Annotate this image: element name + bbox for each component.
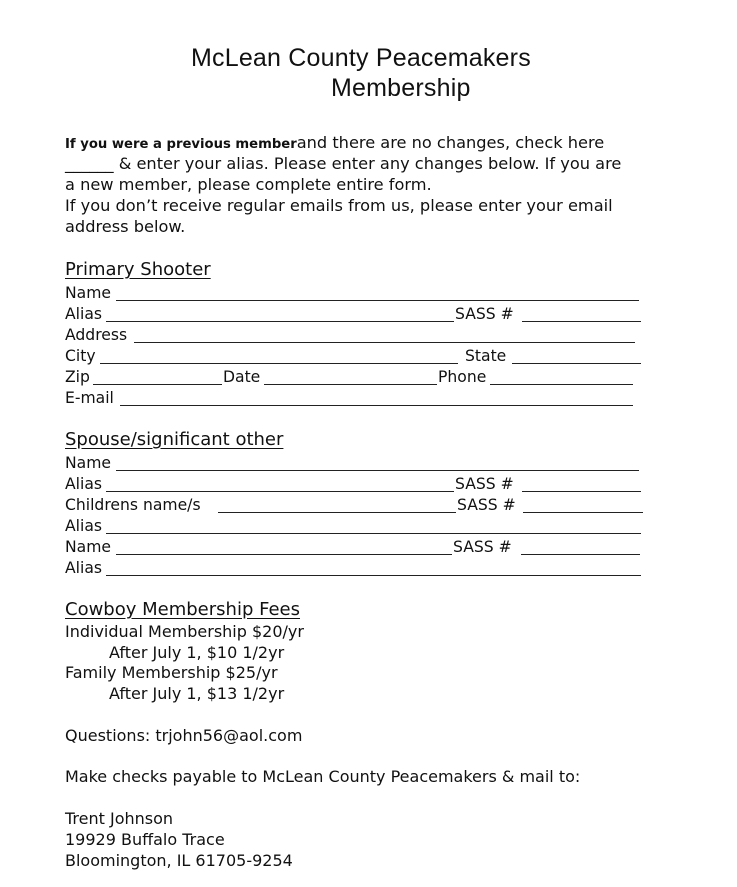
intro-line-1	[65, 133, 604, 156]
child-sass-field[interactable]	[521, 554, 640, 555]
primary-shooter-heading: Primary Shooter	[65, 259, 211, 280]
primary-state-field[interactable]	[512, 363, 641, 364]
spouse-heading: Spouse/significant other	[65, 429, 284, 450]
children-name-field[interactable]	[218, 512, 456, 513]
mail-street: 19929 Buffalo Trace	[65, 830, 225, 849]
primary-alias-field[interactable]	[106, 321, 454, 322]
child-name-label: Name	[65, 538, 112, 556]
primary-sass-label: SASS #	[455, 305, 514, 323]
spouse-sass-label: SASS #	[455, 475, 514, 493]
intro-line-1-rest: and there are no changes, check here	[296, 133, 605, 152]
child-alias-label: Alias	[65, 517, 103, 535]
child-sass-label: SASS #	[453, 538, 512, 556]
spouse-alias-label: Alias	[65, 475, 103, 493]
mail-city: Bloomington, IL 61705-9254	[65, 851, 293, 870]
primary-date-label: Date	[223, 368, 261, 386]
primary-phone-label: Phone	[438, 368, 487, 386]
spouse-name-field[interactable]	[116, 470, 639, 471]
primary-date-field[interactable]	[264, 384, 437, 385]
primary-zip-label: Zip	[65, 368, 90, 386]
intro-line-4: If you don’t receive regular emails from us, please enter your email	[65, 196, 613, 215]
primary-name-label: Name	[65, 284, 112, 302]
children-label: Childrens name/s	[65, 496, 201, 514]
fee-individual: Individual Membership $20/yr	[65, 622, 304, 641]
intro-line-3: a new member, please complete entire form.	[65, 175, 432, 194]
spouse-name-label: Name	[65, 454, 112, 472]
primary-alias-label: Alias	[65, 305, 103, 323]
primary-city-label: City	[65, 347, 96, 365]
checks-instruction: Make checks payable to McLean County Peacemakers & mail to:	[65, 767, 581, 786]
form-subtitle: Membership	[331, 74, 471, 102]
intro-line-2: ______ & enter your alias. Please enter any changes below. If you are	[65, 154, 622, 173]
primary-city-field[interactable]	[100, 363, 458, 364]
fee-family: Family Membership $25/yr	[65, 663, 278, 682]
fees-heading: Cowboy Membership Fees	[65, 599, 300, 620]
fee-individual-half: After July 1, $10 1/2yr	[109, 643, 285, 662]
questions-contact: Questions: trjohn56@aol.com	[65, 726, 303, 745]
primary-zip-field[interactable]	[93, 384, 222, 385]
child-alias-field[interactable]	[106, 533, 641, 534]
intro-line-5: address below.	[65, 217, 186, 236]
primary-email-label: E-mail	[65, 389, 114, 407]
primary-name-field[interactable]	[116, 300, 639, 301]
spouse-sass-field[interactable]	[522, 491, 641, 492]
spouse-alias-field[interactable]	[106, 491, 454, 492]
primary-state-label: State	[465, 347, 507, 365]
fee-family-half: After July 1, $13 1/2yr	[109, 684, 285, 703]
primary-phone-field[interactable]	[490, 384, 633, 385]
form-title: McLean County Peacemakers	[191, 44, 531, 72]
primary-address-field[interactable]	[134, 342, 635, 343]
mail-name: Trent Johnson	[65, 809, 174, 828]
children-sass-label: SASS #	[457, 496, 516, 514]
child-name-field[interactable]	[116, 554, 452, 555]
child2-alias-label: Alias	[65, 559, 103, 577]
primary-sass-field[interactable]	[522, 321, 641, 322]
children-sass-field[interactable]	[523, 512, 643, 513]
primary-address-label: Address	[65, 326, 128, 344]
child2-alias-field[interactable]	[106, 575, 641, 576]
intro-bold-lead: If you were a previous member	[65, 137, 297, 152]
primary-email-field[interactable]	[120, 405, 633, 406]
